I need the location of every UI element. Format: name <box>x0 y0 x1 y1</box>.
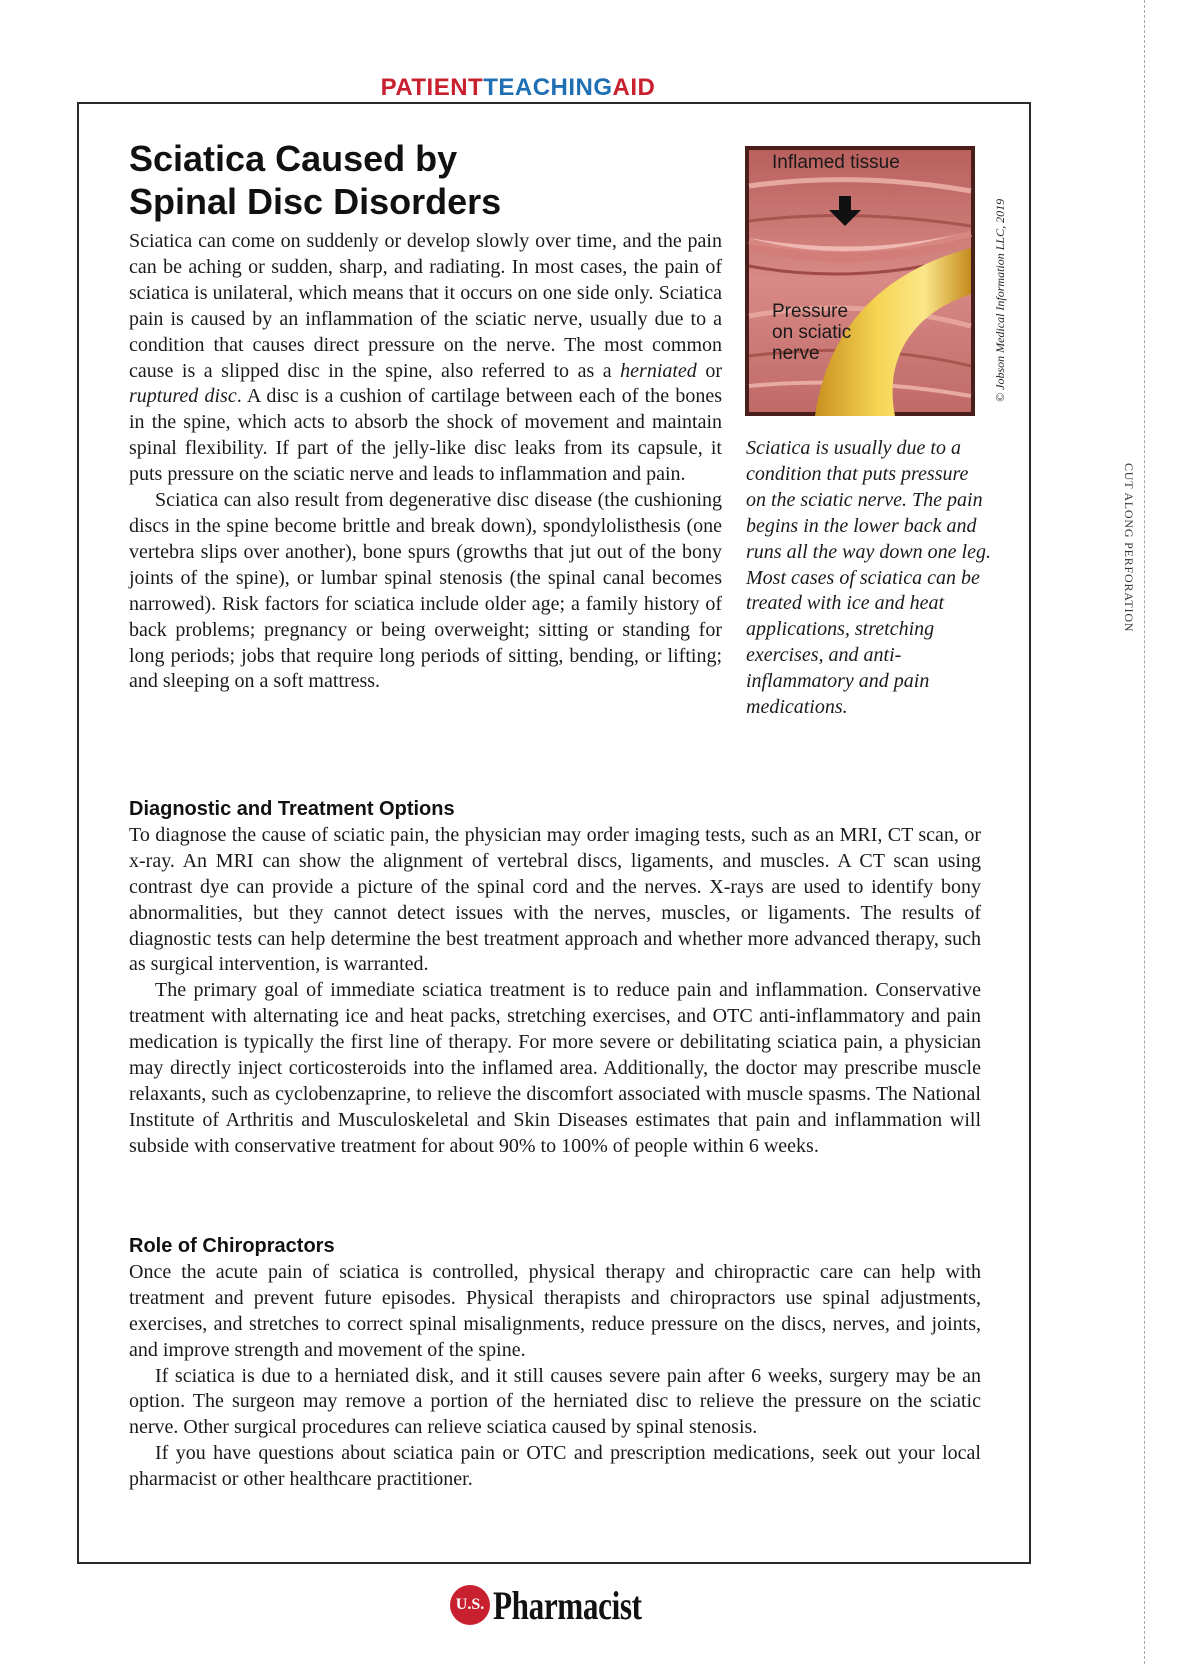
title-line-2: Spinal Disc Disorders <box>129 181 502 222</box>
chiropractors-section <box>129 1234 981 1493</box>
intro-text-a: Sciatica can come on suddenly or develop slowly over time, and the pain can be aching or sudden, sharp, and radiating. In most cases, the pain of sciatica is unilateral, which means that it occurs on one side only. Sciatica pain is caused by an inflammation of the sciatic nerve, usually due to a condition that causes direct pressure on the nerve. The most common cause is a slipped disc in the spine, also referred to as a <box>129 230 722 382</box>
figure-caption: Sciatica is usually due to a condition that puts pressure on the sciatic nerve. The pain begins in the lower back and runs all the way down one leg. Most cases of sciatica can be treated with ice and heat applications, stretching exercises, and anti-inflammatory and pain medications. <box>746 437 991 719</box>
chiropractors-paragraph-2: If sciatica is due to a herniated disk, and it still causes severe pain after 6 weeks, surgery may be an option. The surgeon may remove a portion of the herniated disc to relieve the pressure on the sciatic nerve. Other surgical procedures can relieve sciatica caused by spinal stenosis. <box>129 1364 981 1439</box>
diagnostic-heading: Diagnostic and Treatment Options <box>129 798 455 820</box>
header-label-teaching: TEACHING <box>483 74 613 101</box>
logo-badge: U.S. <box>450 1585 490 1625</box>
label-pressure-line3: nerve <box>772 343 820 364</box>
label-pressure-line1: Pressure <box>772 301 849 322</box>
label-inflamed-tissue: Inflamed tissue <box>772 152 900 173</box>
chiropractors-heading: Role of Chiropractors <box>129 1235 335 1257</box>
illustration-graphic <box>745 146 975 416</box>
intro-text-c: . A disc is a cushion of cartilage between each of the bones in the spine, which acts to absorb the shock of movement and maintain spinal flexibility. If part of the jelly-like disc leaks from its capsule, it puts pressure on the sciatic nerve and leads to inflammation and pain. <box>129 385 722 486</box>
article-title <box>129 137 729 223</box>
title-line-1: Sciatica Caused by <box>129 138 458 179</box>
diagnostic-paragraph-2: The primary goal of immediate sciatica treatment is to reduce pain and inflammation. Conservative treatment with alternating ice and heat packs, stretching exercises, and OTC anti-inflammatory and pain medication is typically the first line of therapy. For more severe or debilitating sciatica pain, a physician may directly inject corticosteroids into the inflamed area. Additionally, the doctor may prescribe muscle relaxants, such as cyclobenzaprine, to relieve the discomfort associated with muscle spasms. The National Institute of Arthritis and Musculoskeletal and Skin Diseases estimates that pain and inflammation will subside with conservative treatment for about 90% to 100% of people within 6 weeks. <box>129 979 981 1157</box>
header-label-patient: PATIENT <box>380 74 484 101</box>
perforation-line <box>1144 0 1145 1664</box>
logo-wordmark: Pharmacist <box>493 1582 642 1628</box>
us-pharmacist-logo <box>450 1577 684 1633</box>
intro-paragraph-2: Sciatica can also result from degenerative disc disease (the cushioning discs in the spine become brittle and break down), spondylolisthesis (one vertebra slips over another), bone spurs (growths that jut out of the bony joints of the spine), or lumbar spinal stenosis (the spinal canal becomes narrowed). Risk factors for sciatica include older age; a family history of back problems; pregnancy or being overweight; sitting or standing for long periods; jobs that require long periods of sitting, bending, or lifting; and sleeping on a soft mattress. <box>129 489 722 693</box>
intro-term-ruptured: ruptured disc <box>129 385 237 408</box>
intro-column <box>129 229 722 695</box>
label-pressure-line2: on sciatic <box>772 322 852 343</box>
chiropractors-paragraph-1: Once the acute pain of sciatica is controlled, physical therapy and chiropractic care can help with treatment and prevent future episodes. Physical therapists and chiropractors use spinal adjustments, exercises, and stretches to correct spinal misalignments, reduce pressure on the discs, nerves, and joints, and improve strength and movement of the spine. <box>129 1260 981 1361</box>
copyright-note: © Jobson Medical Information LLC, 2019 <box>993 198 1007 402</box>
diagnostic-section <box>129 797 981 1160</box>
diagnostic-paragraph-1: To diagnose the cause of sciatic pain, the physician may order imaging tests, such as an MRI, CT scan, or x-ray. An MRI can show the alignment of vertebral discs, ligaments, and muscles. A CT scan using contrast dye can provide a picture of the spinal cord and the nerves. X-rays are used to identify bony abnormalities, but they cannot detect issues with the nerves, muscles, or ligaments. The results of diagnostic tests can help determine the best treatment approach and whether more advanced therapy, such as surgical intervention, is warranted. <box>129 823 981 976</box>
chiropractors-paragraph-3: If you have questions about sciatica pain or OTC and prescription medications, seek out your local pharmacist or other healthcare practitioner. <box>129 1442 981 1491</box>
intro-text-b: or <box>696 359 722 382</box>
patient-teaching-aid-label <box>0 74 1036 102</box>
sciatic-nerve-illustration <box>745 146 975 416</box>
perforation-note: CUT ALONG PERFORATION <box>1122 463 1136 633</box>
intro-term-herniated: herniated <box>620 359 697 382</box>
header-label-aid: AID <box>612 74 656 101</box>
intro-paragraph-1 <box>129 229 722 488</box>
